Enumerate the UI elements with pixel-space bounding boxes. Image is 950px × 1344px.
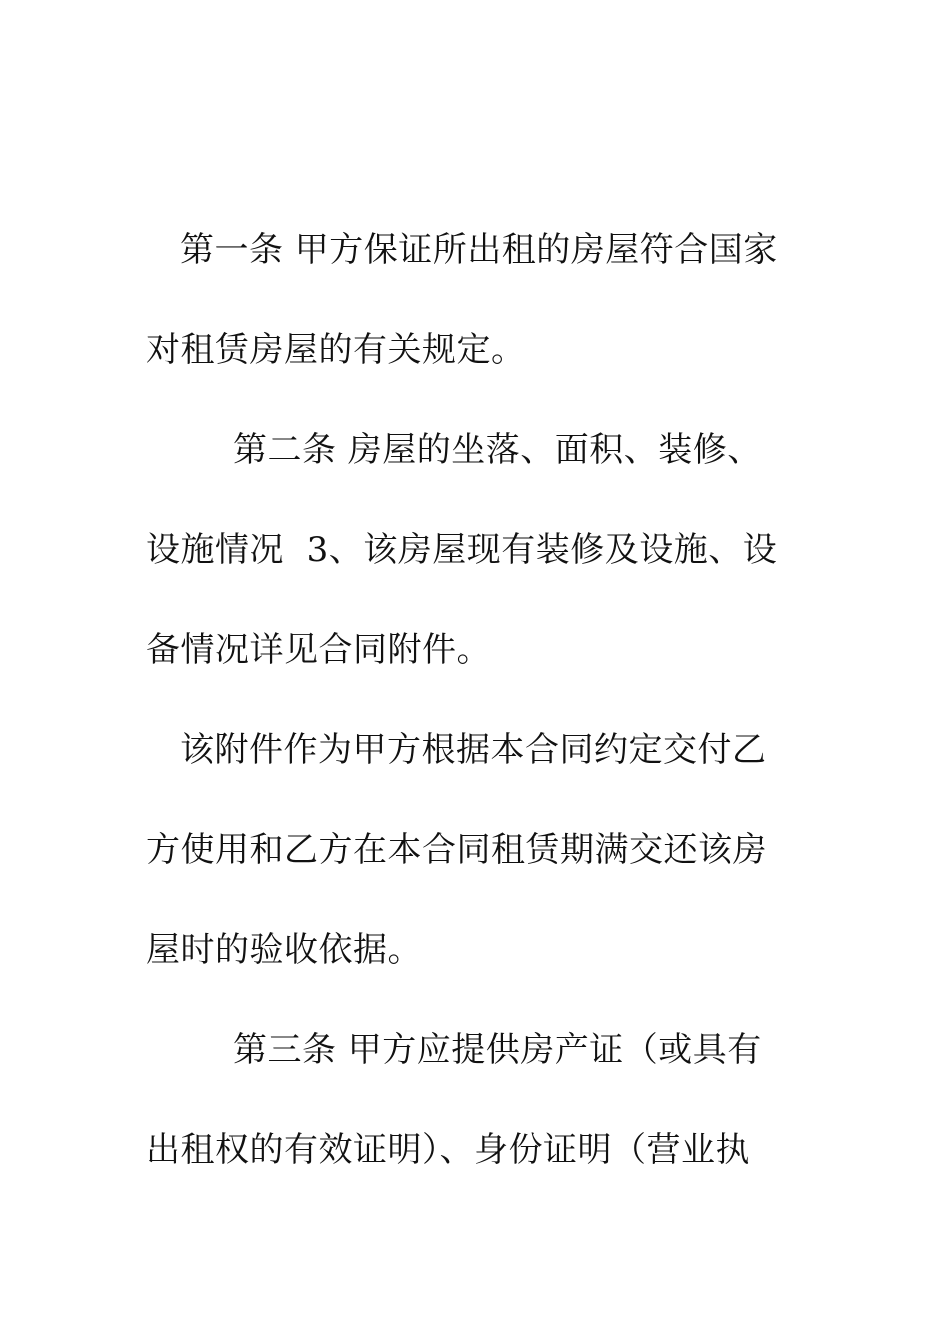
text-line-1: 第一条 甲方保证所出租的房屋符合国家 <box>180 230 778 270</box>
text-line-9: 第三条 甲方应提供房产证（或具有 <box>233 1030 762 1070</box>
text-line-10: 出租权的有效证明）、身份证明（营业执 <box>146 1130 750 1170</box>
text-line-3: 第二条 房屋的坐落、面积、装修、 <box>233 430 762 470</box>
text-line-4: 设施情况 3、该房屋现有装修及设施、设 <box>146 530 778 570</box>
text-line-2: 对租赁房屋的有关规定。 <box>146 330 526 370</box>
text-line-7: 方使用和乙方在本合同租赁期满交还该房 <box>146 830 767 870</box>
text-line-8: 屋时的验收依据。 <box>146 930 422 970</box>
text-line-6: 该附件作为甲方根据本合同约定交付乙 <box>180 730 767 770</box>
text-line-5: 备情况详见合同附件。 <box>146 630 491 670</box>
